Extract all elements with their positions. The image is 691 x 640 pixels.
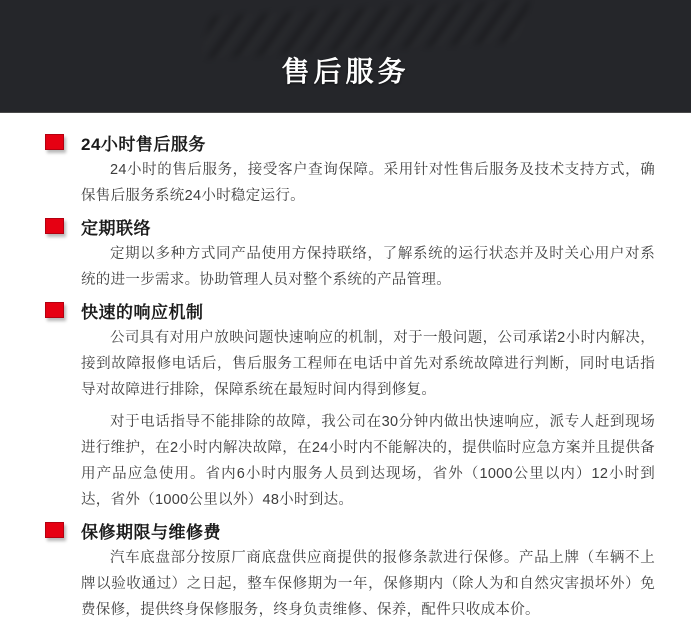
section-header — [45, 519, 655, 541]
section-header — [45, 299, 655, 321]
red-square-bullet-icon — [45, 302, 64, 318]
page-title: 售后服务 — [281, 56, 410, 87]
section-paragraph: 24小时的售后服务，接受客户查询保障。采用针对性售后服务及技术支持方式，确保售后服务系统24小时稳定运行。 — [81, 162, 655, 204]
section-paragraph: 公司具有对用户放映问题快速响应的机制，对于一般问题，公司承诺2小时内解决，接到故障报修电话后，售后服务工程师在电话中首先对系统故障进行判断，同时电话指导对故障进行排除，保障系统在最短时间内得到修复。 — [81, 330, 655, 398]
section-paragraph: 定期以多种方式同产品使用方保持联络，了解系统的运行状态并及时关心用户对系统的进一步需求。协助管理人员对整个系统的产品管理。 — [81, 246, 655, 288]
section-heading: 定期联络 — [81, 218, 151, 238]
red-square-bullet-icon — [45, 134, 64, 150]
section-paragraph: 汽车底盘部分按原厂商底盘供应商提供的报修条款进行保修。产品上牌（车辆不上牌以验收通过）之日起，整车保修期为一年，保修期内（除人为和自然灾害损坏外）免费保修，提供终身保修服务，终身负责维修、保养，配件只收成本价。 — [81, 550, 655, 618]
section-regular-contact — [45, 215, 655, 293]
section-24h-service — [45, 131, 655, 209]
section-heading: 保修期限与维修费 — [81, 522, 221, 542]
section-header — [45, 131, 655, 153]
content-area — [0, 113, 691, 623]
section-heading: 24小时售后服务 — [81, 134, 206, 154]
section-fast-response — [45, 299, 655, 513]
section-heading: 快速的响应机制 — [81, 302, 204, 322]
header-banner — [0, 0, 691, 113]
red-square-bullet-icon — [45, 218, 64, 234]
section-paragraph: 对于电话指导不能排除的故障，我公司在30分钟内做出快速响应，派专人赶到现场进行维护，在2小时内解决故障，在24小时内不能解决的，提供临时应急方案并且提供备用产品应急使用。省内6小时内服务人员到达现场，省外（1000公里以内）12小时到达，省外（1000公里以外）48小时到达。 — [81, 414, 655, 508]
section-header — [45, 215, 655, 237]
section-warranty — [45, 519, 655, 623]
red-square-bullet-icon — [45, 522, 64, 538]
